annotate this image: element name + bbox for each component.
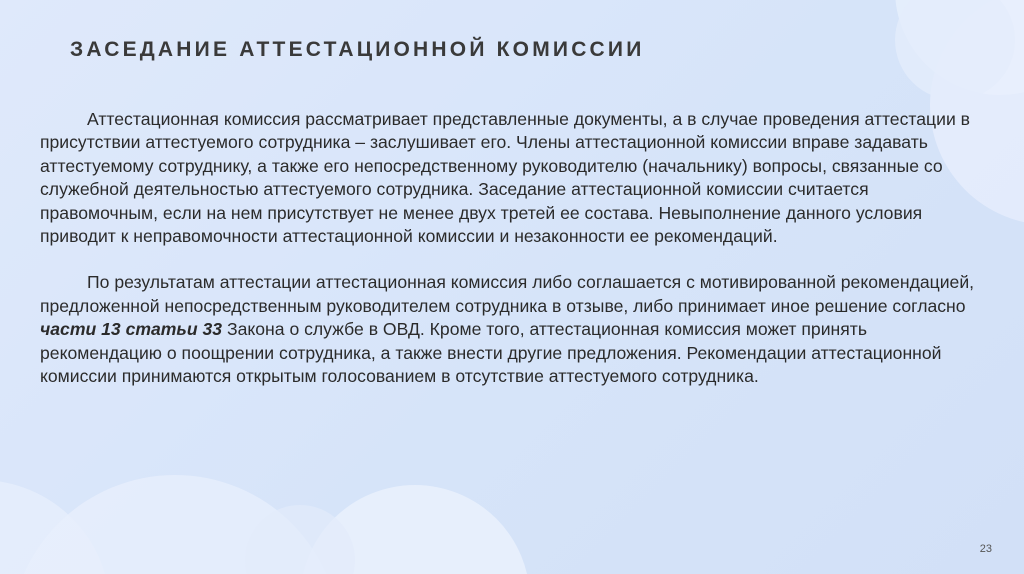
page-number: 23 [979,543,992,555]
slide-title: ЗАСЕДАНИЕ АТТЕСТАЦИОННОЙ КОМИССИИ [70,38,645,61]
paragraph-2-after: Закона о службе в ОВД. Кроме того, аттестационная комиссия может принять рекомендацию о поощрении сотрудника, а также внести другие предложения. Рекомендации аттестационной комиссии принимаются открытым голосованием в отсутствие аттестуемого сотрудника. [40,319,942,387]
paragraph-2-before: По результатам аттестации аттестационная комиссия либо соглашается с мотивированной рекомендацией, предложенной непосредственным руководителем сотрудника в отзыве, либо принимает иное решение согласно [40,272,975,316]
paragraph-2 [40,271,985,388]
paragraph-1: Аттестационная комиссия рассматривает представленные документы, а в случае проведения аттестации в присутствии аттестуемого сотрудника – заслушивает его. Члены аттестационной комиссии вправе задавать аттестуемому сотруднику, а также его непосредственному руководителю (начальнику) вопросы, связанные со служебной деятельностью аттестуемого сотрудника. Заседание аттестационной комиссии считается правомочным, если на нем присутствует не менее двух третей ее состава. Невыполнение данного условия приводит к неправомочности аттестационной комиссии и незаконности ее рекомендаций. [40,109,971,247]
law-reference: части 13 статьи 33 [40,319,223,340]
body-text [40,108,985,388]
